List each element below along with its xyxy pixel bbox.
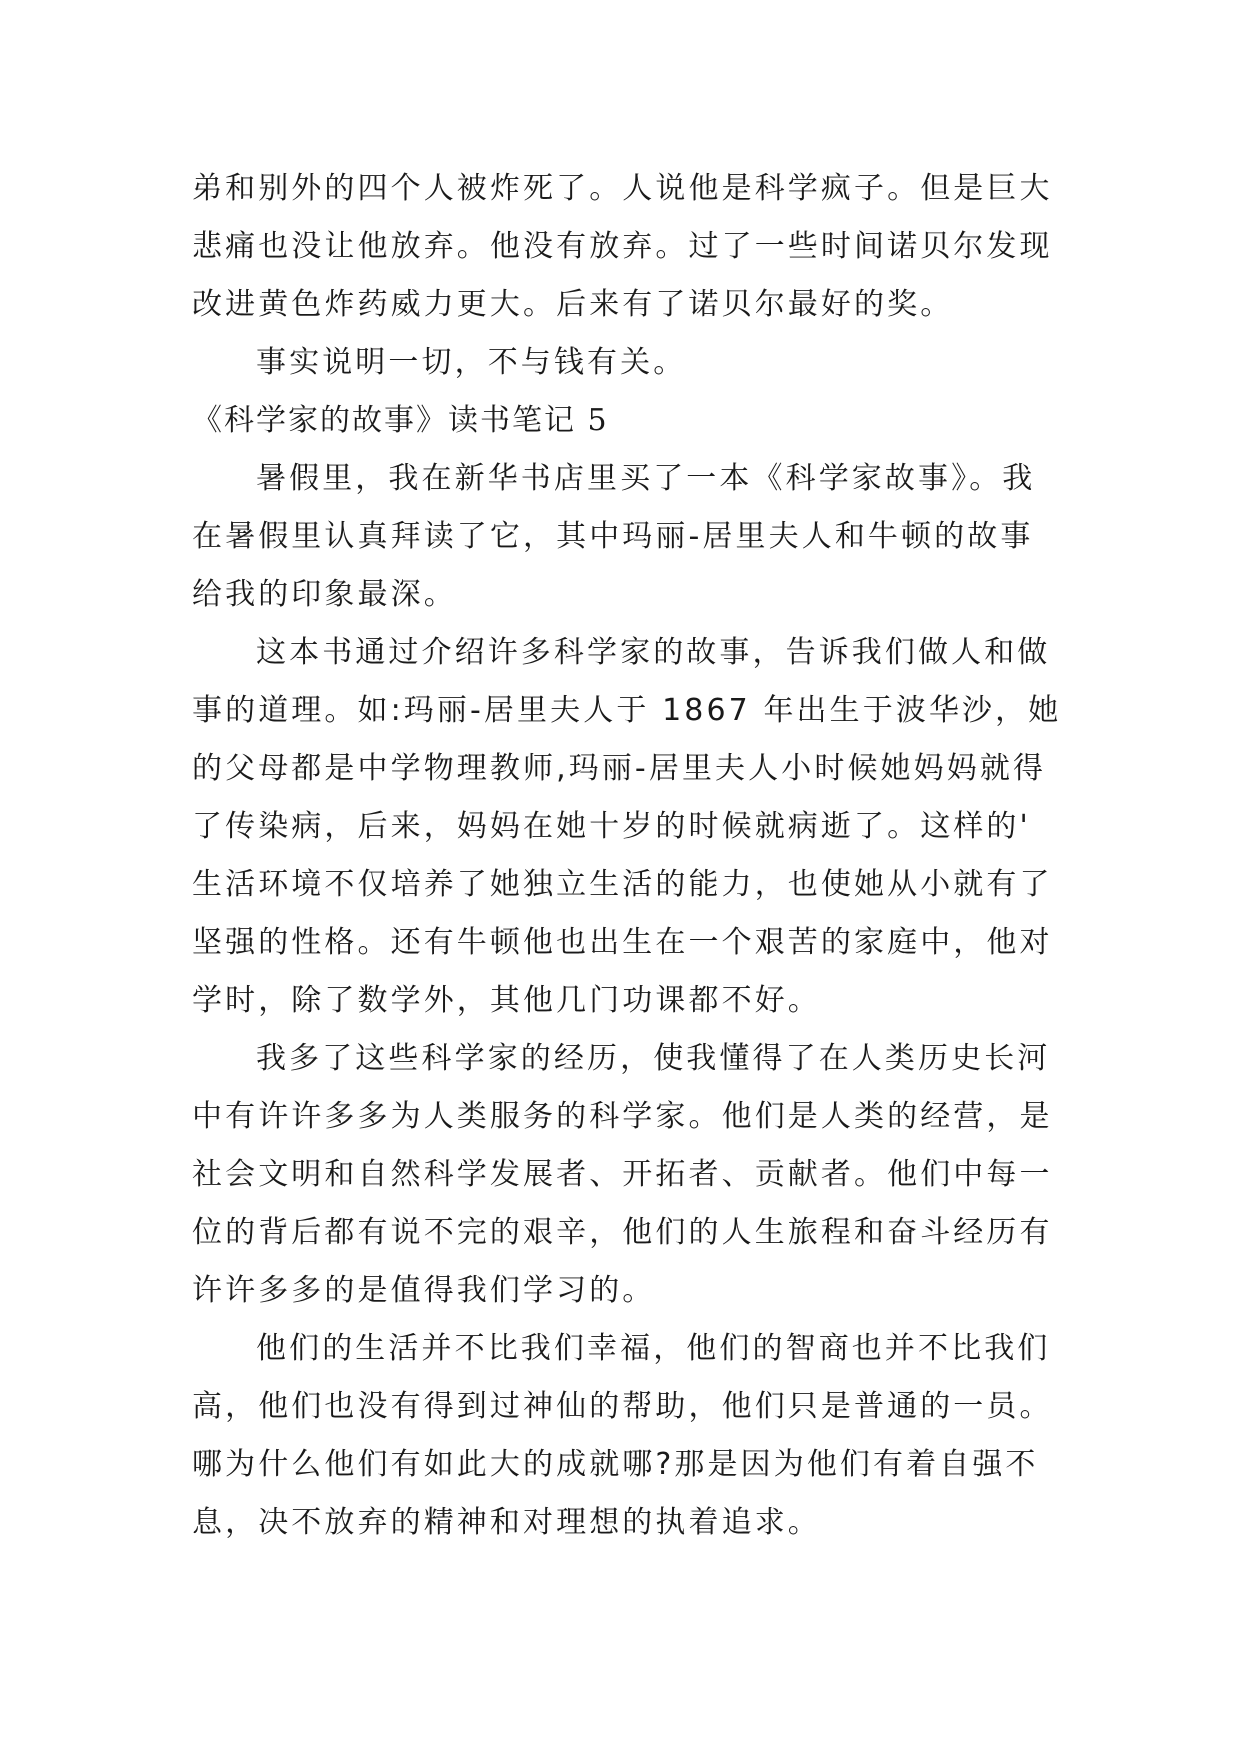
text-line: 事的道理。如:玛丽-居里夫人于 1867 年出生于波华沙，她 (192, 693, 1062, 728)
text-line: 改进黄色炸药威力更大。后来有了诺贝尔最好的奖。 (192, 287, 954, 322)
section-heading: 《科学家的故事》读书笔记 5 (192, 403, 609, 438)
text-line: 坚强的性格。还有牛顿他也出生在一个艰苦的家庭中，他对 (192, 925, 1053, 960)
text-line: 哪为什么他们有如此大的成就哪?那是因为他们有着自强不 (192, 1447, 1039, 1482)
text-line: 中有许许多多为人类服务的科学家。他们是人类的经营，是 (192, 1099, 1053, 1134)
text-line: 在暑假里认真拜读了它，其中玛丽-居里夫人和牛顿的故事 (192, 519, 1034, 554)
paragraph-start: 暑假里，我在新华书店里买了一本《科学家故事》。我 (256, 461, 1036, 496)
paragraph-start: 他们的生活并不比我们幸福，他们的智商也并不比我们 (256, 1331, 1051, 1366)
text-line: 息，决不放弃的精神和对理想的执着追求。 (192, 1505, 821, 1540)
text-line: 弟和别外的四个人被炸死了。人说他是科学疯子。但是巨大 (192, 171, 1053, 206)
text-line: 社会文明和自然科学发展者、开拓者、贡献者。他们中每一 (192, 1157, 1053, 1192)
text-line: 的父母都是中学物理教师,玛丽-居里夫人小时候她妈妈就得 (192, 751, 1047, 786)
text-line: 许许多多的是值得我们学习的。 (192, 1273, 656, 1308)
text-line: 给我的印象最深。 (192, 577, 457, 612)
text-line: 位的背后都有说不完的艰辛，他们的人生旅程和奋斗经历有 (192, 1215, 1053, 1250)
paragraph-start: 事实说明一切，不与钱有关。 (256, 345, 687, 380)
text-line: 了传染病，后来，妈妈在她十岁的时候就病逝了。这样的' (192, 809, 1031, 844)
paragraph-start: 这本书通过介绍许多科学家的故事，告诉我们做人和做 (256, 635, 1051, 670)
text-line: 学时，除了数学外，其他几门功课都不好。 (192, 983, 821, 1018)
text-line: 生活环境不仅培养了她独立生活的能力，也使她从小就有了 (192, 867, 1053, 902)
text-line: 悲痛也没让他放弃。他没有放弃。过了一些时间诺贝尔发现 (192, 229, 1053, 264)
text-line: 高，他们也没有得到过神仙的帮助，他们只是普通的一员。 (192, 1389, 1053, 1424)
paragraph-start: 我多了这些科学家的经历，使我懂得了在人类历史长河 (256, 1041, 1051, 1076)
document-body (192, 160, 1062, 1552)
